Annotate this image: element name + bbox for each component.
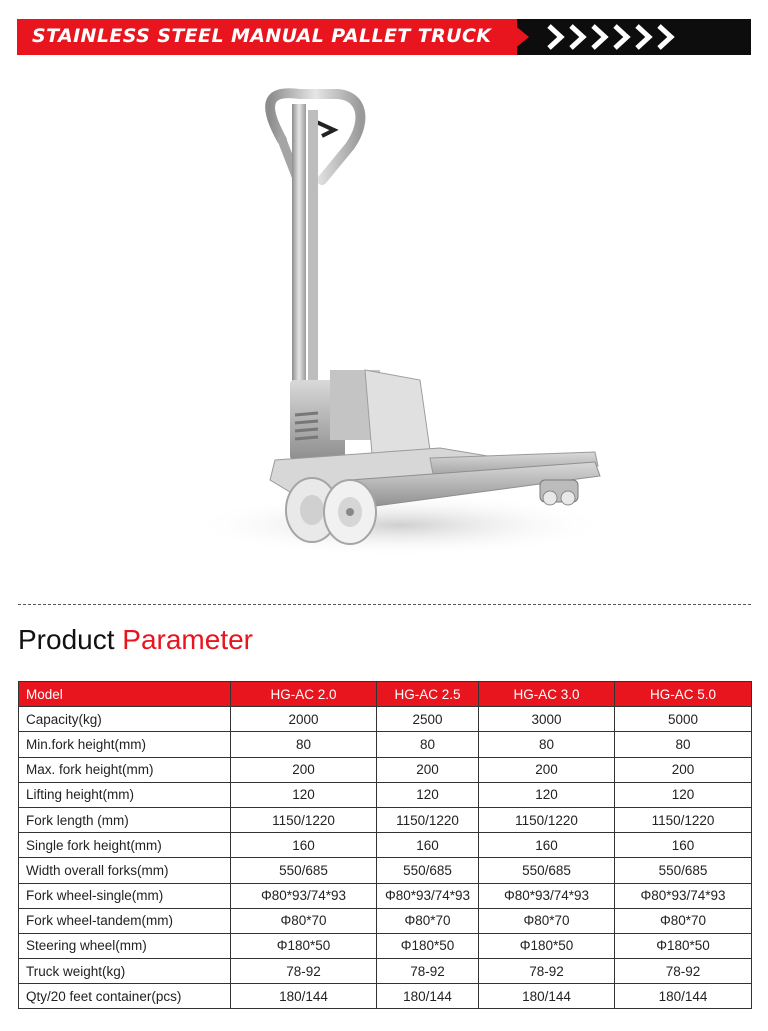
table-cell: 78-92: [377, 959, 479, 984]
table-cell: 78-92: [479, 959, 615, 984]
table-cell: 5000: [615, 707, 752, 732]
table-cell: 180/144: [615, 984, 752, 1009]
table-cell: 180/144: [479, 984, 615, 1009]
header-row: [19, 682, 752, 707]
row-label: Lifting height(mm): [19, 782, 231, 807]
table-cell: Φ180*50: [479, 933, 615, 958]
table-cell: 80: [377, 732, 479, 757]
table-cell: 550/685: [615, 858, 752, 883]
table-cell: 550/685: [377, 858, 479, 883]
row-label: Fork wheel-single(mm): [19, 883, 231, 908]
table-cell: 3000: [479, 707, 615, 732]
header-model: Model: [19, 682, 231, 707]
table-cell: 160: [231, 833, 377, 858]
table-cell: Φ80*93/74*93: [231, 883, 377, 908]
table-cell: 1150/1220: [231, 807, 377, 832]
table-cell: 1150/1220: [377, 807, 479, 832]
table-cell: 200: [231, 757, 377, 782]
table-cell: Φ80*70: [231, 908, 377, 933]
table-cell: 120: [377, 782, 479, 807]
table-body: [19, 707, 752, 1009]
parameter-table: [18, 681, 752, 1009]
table-cell: Φ80*70: [377, 908, 479, 933]
table-cell: Φ80*93/74*93: [615, 883, 752, 908]
table-cell: Φ180*50: [231, 933, 377, 958]
row-label: Steering wheel(mm): [19, 933, 231, 958]
row-label: Width overall forks(mm): [19, 858, 231, 883]
table-cell: 550/685: [231, 858, 377, 883]
table-cell: 120: [479, 782, 615, 807]
table-cell: 80: [479, 732, 615, 757]
table-row: [19, 732, 752, 757]
table-cell: 80: [615, 732, 752, 757]
row-label: Qty/20 feet container(pcs): [19, 984, 231, 1009]
table-cell: 160: [615, 833, 752, 858]
table-row: [19, 833, 752, 858]
table-row: [19, 908, 752, 933]
table-row: [19, 959, 752, 984]
table-row: [19, 933, 752, 958]
table-cell: 200: [377, 757, 479, 782]
table-row: [19, 707, 752, 732]
table-cell: 1150/1220: [615, 807, 752, 832]
row-label: Single fork height(mm): [19, 833, 231, 858]
table-row: [19, 757, 752, 782]
table-cell: 120: [615, 782, 752, 807]
row-label: Fork wheel-tandem(mm): [19, 908, 231, 933]
section-title-part1: Product: [18, 624, 123, 655]
header-model-column: HG-AC 3.0: [479, 682, 615, 707]
banner: [17, 19, 751, 55]
table-cell: Φ80*70: [615, 908, 752, 933]
table-cell: Φ80*93/74*93: [479, 883, 615, 908]
table-cell: Φ180*50: [377, 933, 479, 958]
dashed-divider: [18, 604, 751, 605]
table-cell: 78-92: [615, 959, 752, 984]
chevrons-icon: [547, 23, 707, 51]
table-row: [19, 858, 752, 883]
table-cell: Φ80*93/74*93: [377, 883, 479, 908]
table-row: [19, 883, 752, 908]
table-cell: 160: [377, 833, 479, 858]
table-header: [19, 682, 752, 707]
row-label: Max. fork height(mm): [19, 757, 231, 782]
table-cell: 160: [479, 833, 615, 858]
table-cell: 1150/1220: [479, 807, 615, 832]
table-cell: 2500: [377, 707, 479, 732]
table-cell: 78-92: [231, 959, 377, 984]
table-cell: 200: [479, 757, 615, 782]
pallet-truck-icon: [200, 80, 640, 570]
table-row: [19, 984, 752, 1009]
section-title: [18, 624, 253, 656]
table-cell: 200: [615, 757, 752, 782]
row-label: Truck weight(kg): [19, 959, 231, 984]
table-row: [19, 807, 752, 832]
banner-notch: [507, 19, 529, 55]
table-cell: 550/685: [479, 858, 615, 883]
table-cell: 180/144: [231, 984, 377, 1009]
header-model-column: HG-AC 5.0: [615, 682, 752, 707]
table-cell: Φ80*70: [479, 908, 615, 933]
row-label: Fork length (mm): [19, 807, 231, 832]
banner-title: STAINLESS STEEL MANUAL PALLET TRUCK: [32, 25, 492, 47]
row-label: Capacity(kg): [19, 707, 231, 732]
header-model-column: HG-AC 2.5: [377, 682, 479, 707]
header-model-column: HG-AC 2.0: [231, 682, 377, 707]
section-title-part2: Parameter: [122, 624, 253, 655]
table-cell: 180/144: [377, 984, 479, 1009]
table-cell: 2000: [231, 707, 377, 732]
table-row: [19, 782, 752, 807]
table-cell: 80: [231, 732, 377, 757]
table-cell: 120: [231, 782, 377, 807]
row-label: Min.fork height(mm): [19, 732, 231, 757]
table-cell: Φ180*50: [615, 933, 752, 958]
